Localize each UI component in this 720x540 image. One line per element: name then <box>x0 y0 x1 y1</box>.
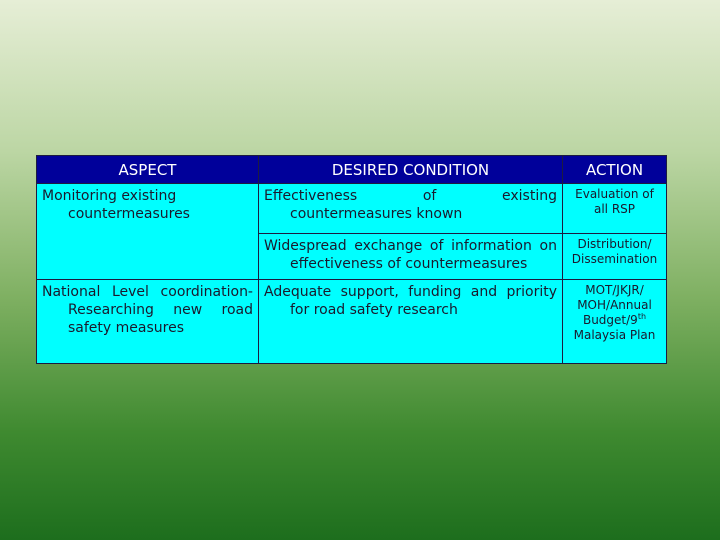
aspect-national-cell <box>37 280 259 364</box>
table-row <box>37 280 667 364</box>
desired-exchange-line2: effectiveness of countermeasures <box>290 256 528 272</box>
aspect-monitoring-cell <box>37 184 259 280</box>
table-row <box>37 184 667 234</box>
action-mot-cell <box>563 280 667 364</box>
desired-support-cell <box>259 280 563 364</box>
action-mot-part2: Malaysia Plan <box>573 328 656 342</box>
action-mot-part1: MOT/JKJR/ MOH/Annual Budget/9 <box>577 283 652 327</box>
desired-exchange-line1: Widespread exchange of information on <box>264 238 557 254</box>
header-aspect: ASPECT <box>37 156 259 184</box>
action-distribution-cell: Distribution/ Dissemination <box>563 234 667 280</box>
action-evaluation-cell: Evaluation of all RSP <box>563 184 667 234</box>
desired-support-text: Adequate support, funding and priority for road safety research <box>264 284 557 318</box>
desired-effectiveness-line1: Effectiveness of existing <box>264 188 557 204</box>
aspect-monitoring-line1: Monitoring existing <box>42 188 177 204</box>
aspect-monitoring-line2: countermeasures <box>68 206 190 222</box>
aspect-national-text: National Level coordination-Researching new road safety measures <box>42 284 253 336</box>
table-header-row <box>37 156 667 184</box>
action-mot-superscript: th <box>637 312 647 321</box>
desired-exchange-cell <box>259 234 563 280</box>
aspect-table <box>36 155 667 364</box>
header-desired-condition: DESIRED CONDITION <box>259 156 563 184</box>
header-action: ACTION <box>563 156 667 184</box>
desired-effectiveness-line2: countermeasures known <box>290 206 463 222</box>
desired-effectiveness-cell <box>259 184 563 234</box>
